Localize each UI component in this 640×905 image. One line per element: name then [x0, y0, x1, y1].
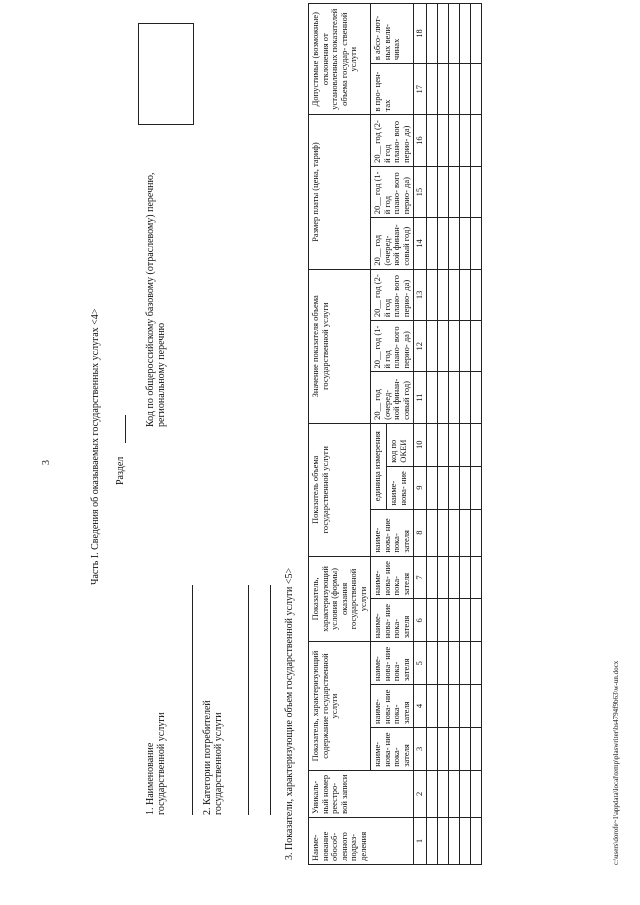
- th-deviation: Допустимые (возможные) отклонения от установленных показателей объема государ- ственной услуги: [309, 4, 371, 115]
- col-number: 4: [414, 685, 427, 728]
- th-price-year-second: 20__ год (2-й год плано- вого перио- да): [371, 115, 414, 166]
- col-number: 16: [414, 115, 427, 166]
- col-number: 10: [414, 423, 427, 466]
- col-number: 9: [414, 466, 427, 509]
- col-number: 13: [414, 269, 427, 320]
- col-number: 2: [414, 770, 427, 817]
- th-unit-name: наиме- нова- ние: [387, 466, 414, 509]
- section-label: Раздел: [115, 456, 126, 485]
- th-value-year-second: 20__ год (2-й год плано- вого перио- да): [371, 269, 414, 320]
- th-conditions-2: наиме- нова- ние пока- зателя: [371, 556, 414, 599]
- th-absolute: в абсо- лют- ных вели- чинах: [371, 4, 414, 64]
- th-value-year-first: 20__ год (1-й год плано- вого перио- да): [371, 321, 414, 372]
- th-conditions: Показатель, характеризующий условия (формы) оказания государственной услуги: [309, 556, 371, 642]
- th-content-1: наиме- нова- ние пока- зателя: [371, 727, 414, 770]
- th-unique-number: Уникаль- ный номер реестро- вой записи: [309, 770, 414, 817]
- field2-line: [248, 585, 249, 815]
- th-content-3: наиме- нова- ние пока- зателя: [371, 642, 414, 685]
- code-label: Код по общероссийскому базовому (отраслевому) перечню, региональному перечню: [145, 172, 167, 427]
- col-number: 8: [414, 509, 427, 556]
- th-name-division: Наиме- нование обособ- ленного подраз- деления: [309, 817, 414, 864]
- th-percent: в про- цен- тах: [371, 64, 414, 115]
- th-volume-indicator: Показатель объема государственной услуги: [309, 423, 371, 556]
- th-unit: единица измерения: [371, 423, 387, 509]
- th-price: Размер платы (цена, тариф): [309, 115, 371, 269]
- th-price-year-first: 20__ год (1-й год плано- вого перио- да): [371, 166, 414, 217]
- col-number: 18: [414, 4, 427, 64]
- th-volume-value: Значение показателя объема государственной услуги: [309, 269, 371, 423]
- col-number: 5: [414, 642, 427, 685]
- volume-indicators-table: [308, 3, 482, 865]
- th-content-2: наиме- нова- ние пока- зателя: [371, 685, 414, 728]
- col-number: 11: [414, 372, 427, 423]
- col-number: 12: [414, 321, 427, 372]
- th-okei-code: код по ОКЕИ: [387, 423, 414, 466]
- th-content: Показатель, характеризующий содержание государственной услуги: [309, 642, 371, 771]
- page-number: 3: [41, 460, 52, 465]
- table-row: [438, 4, 449, 865]
- table-row: [471, 4, 482, 865]
- section3-title: 3. Показатели, характеризующие объем государственной услуги <5>: [284, 567, 295, 860]
- col-number: 14: [414, 218, 427, 269]
- th-conditions-1: наиме- нова- ние пока- зателя: [371, 599, 414, 642]
- col-number: 15: [414, 166, 427, 217]
- col-number: 17: [414, 64, 427, 115]
- th-volume-name: наиме- нова- ние пока- зателя: [371, 509, 414, 556]
- field1-line: [192, 585, 193, 815]
- part-title: Часть I. Сведения об оказываемых государственных услугах <4>: [90, 308, 101, 585]
- col-number: 6: [414, 599, 427, 642]
- col-number: 7: [414, 556, 427, 599]
- table-row: [460, 4, 471, 865]
- field2-label: 2. Категории потребителей государственной услуги: [202, 700, 224, 815]
- th-price-year-next: 20__ год (очеред- ной финан- совый год): [371, 218, 414, 269]
- footer-path: c:\users\dorofe~1\appdata\local\temp\plaswriter\bs4794f9b63\w-un.docx: [612, 660, 620, 865]
- table-row: [449, 4, 460, 865]
- col-number: 3: [414, 727, 427, 770]
- field2-line-2: [270, 585, 271, 815]
- th-value-year-next: 20__ год (очеред- ной финан- совый год): [371, 372, 414, 423]
- code-box: [138, 23, 194, 125]
- col-number: 1: [414, 817, 427, 864]
- section-number-line: [125, 415, 126, 443]
- table-row: [427, 4, 438, 865]
- field1-label: 1. Наименование государственной услуги: [145, 712, 167, 815]
- column-numbers-row: [414, 4, 427, 865]
